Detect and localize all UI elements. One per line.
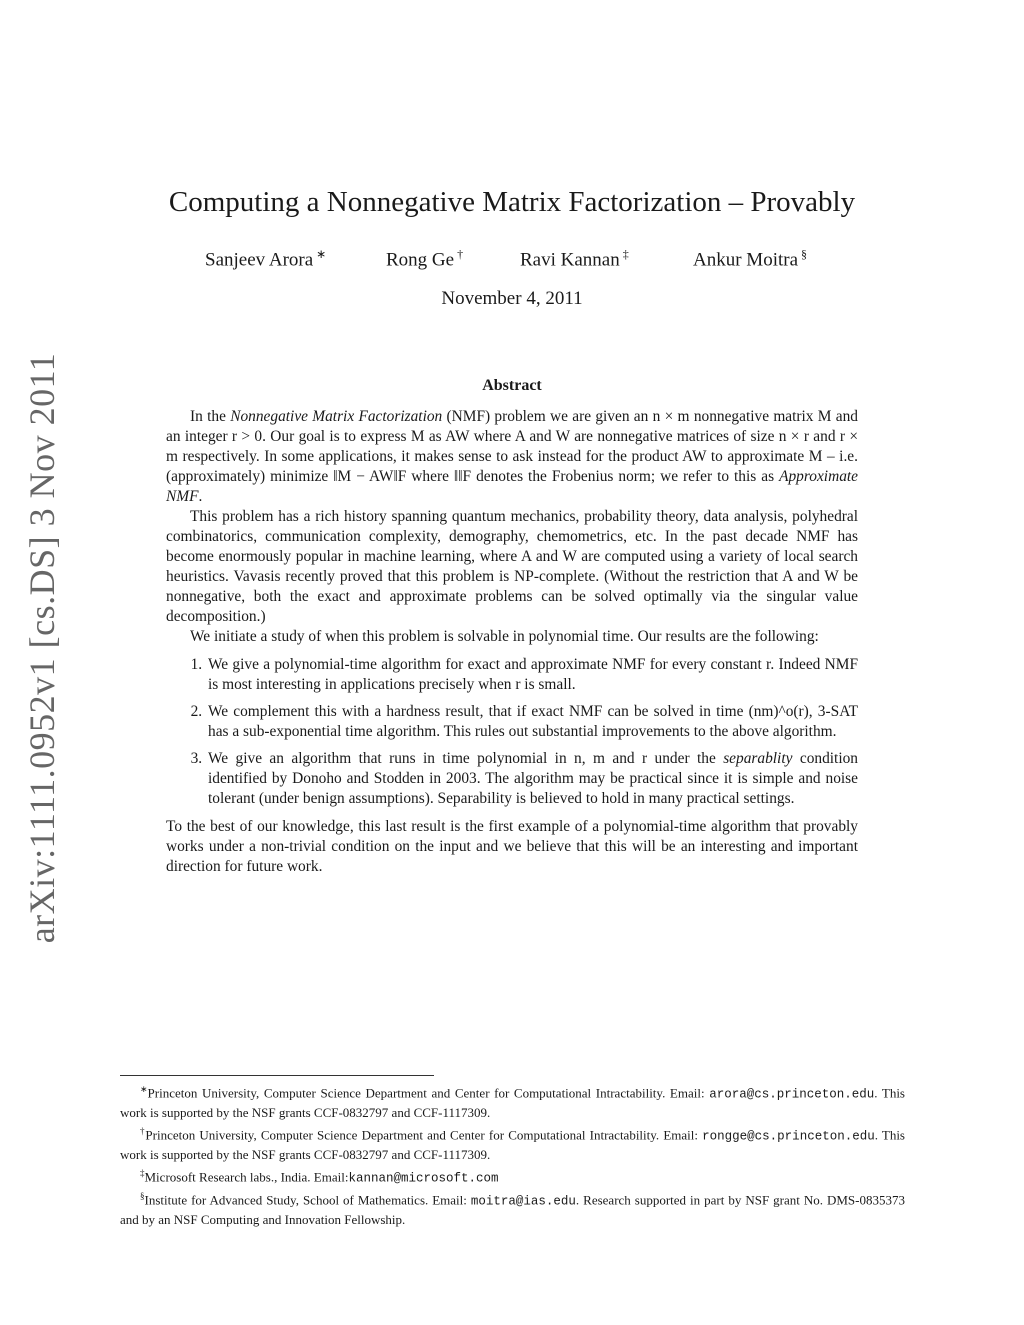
email-link[interactable]: arora@cs.princeton.edu [709, 1087, 875, 1102]
author-mark: ∗ [316, 247, 327, 261]
author-name: Sanjeev Arora [205, 249, 314, 271]
arxiv-identifier: arXiv:1111.0952v1 [cs.DS] 3 Nov 2011 [22, 352, 62, 944]
author-arora [205, 247, 326, 271]
text-run: (NMF) problem we are given an n × m nonnegative matrix M and an integer r > 0. Our goal is to express M as AW where A and W are nonnegative matrices of size n × r and r × m respectively. In some applications, it makes sense to ask instead for the product AW to approximate M – i.e. (approximately) minimize ‖M − AW‖F where ‖‖F denotes the Frobenius norm; we refer to this as [166, 408, 858, 485]
footnote-divider [120, 1075, 434, 1076]
text-run: . [198, 488, 203, 505]
author-name: Rong Ge [386, 249, 455, 271]
footnote [120, 1080, 905, 1122]
emphasized-term: separablity [723, 750, 793, 767]
text-run: Princeton University, Computer Science Department and Center for Computational Intractability. Email: [147, 1085, 710, 1101]
footnote [120, 1122, 905, 1164]
text-run: Princeton University, Computer Science Department and Center for Computational Intractability. Email: [145, 1127, 703, 1143]
abstract-paragraph [166, 407, 858, 507]
author-ge [386, 247, 463, 271]
author-kannan [520, 247, 629, 271]
abstract-body [166, 407, 858, 877]
email-link[interactable]: kannan@microsoft.com [348, 1171, 499, 1186]
publication-date: November 4, 2011 [441, 288, 583, 309]
paper-title: Computing a Nonnegative Matrix Factorization – Provably [168, 186, 856, 218]
abstract-paragraph: This problem has a rich history spanning quantum mechanics, probability theory, data analysis, polyhedral combinatorics, communication complexity, demography, chemometrics, etc. In the past decade NMF has become enormously popular in machine learning, where A and W are computed using a variety of local search heuristics. Vavasis recently proved that this problem is NP-complete. (Without the restriction that A and W be nonnegative, both the exact and approximate problems can be solved optimally via the singular value decomposition.) [166, 508, 858, 625]
footnote-mark: § [140, 1191, 145, 1202]
abstract-paragraph: We initiate a study of when this problem is solvable in polynomial time. Our results are the following: [190, 628, 819, 645]
text-run: . This work is supported by the NSF grants CCF-0832797 and CCF-1117309. [120, 1127, 905, 1162]
text-run: condition identified by Donoho and Stodden in 2003. The algorithm may be practical since it is simple and noise tolerant (under benign assumptions). Separability is believed to hold in many practical settings. [208, 750, 858, 807]
text-run: Microsoft Research labs., India. Email: [144, 1169, 349, 1185]
results-list [166, 655, 858, 809]
footnote-mark: ‡ [140, 1167, 145, 1178]
footnotes [120, 1080, 905, 1229]
author-name: Ravi Kannan [520, 249, 620, 271]
author-name: Ankur Moitra [693, 249, 799, 271]
email-link[interactable]: moitra@ias.edu [470, 1194, 576, 1209]
emphasized-term: Approximate NMF [166, 468, 858, 505]
result-item: 2. We complement this with a hardness result, that if exact NMF can be solved in time (nm)^o(r), 3-SAT has a sub-exponential time algorithm. This rules out substantial improvements to the above algorithm. [206, 702, 858, 742]
text-run: . Research supported in part by NSF grant No. DMS-0835373 and by an NSF Computing and Innovation Fellowship. [120, 1192, 905, 1228]
author-moitra [693, 247, 807, 271]
author-mark: ‡ [622, 247, 629, 261]
footnote [120, 1187, 905, 1229]
result-item [206, 749, 858, 809]
abstract-heading: Abstract [482, 377, 542, 394]
text-run: Institute for Advanced Study, School of Mathematics. Email: [144, 1192, 471, 1208]
footnote-mark: ∗ [140, 1084, 148, 1094]
email-link[interactable]: rongge@cs.princeton.edu [702, 1129, 875, 1144]
text-run: . This work is supported by the NSF grants CCF-0832797 and CCF-1117309. [120, 1085, 905, 1120]
footnote [120, 1164, 905, 1188]
text-run: In the [190, 408, 231, 425]
text-run: We give an algorithm that runs in time polynomial in n, m and r under the [208, 750, 724, 767]
author-mark: § [801, 247, 808, 261]
emphasized-term: Nonnegative Matrix Factorization [230, 408, 443, 425]
author-list [0, 247, 1024, 277]
abstract-closing: To the best of our knowledge, this last result is the first example of a polynomial-time algorithm that provably works under a non-trivial condition on the input and we believe that this will be an interesting and important direction for future work. [166, 818, 858, 875]
author-mark: † [457, 247, 464, 261]
result-item: 1. We give a polynomial-time algorithm for exact and approximate NMF for every constant r. Indeed NMF is most interesting in applications precisely when r is small. [206, 655, 858, 695]
footnote-mark: † [140, 1125, 146, 1136]
